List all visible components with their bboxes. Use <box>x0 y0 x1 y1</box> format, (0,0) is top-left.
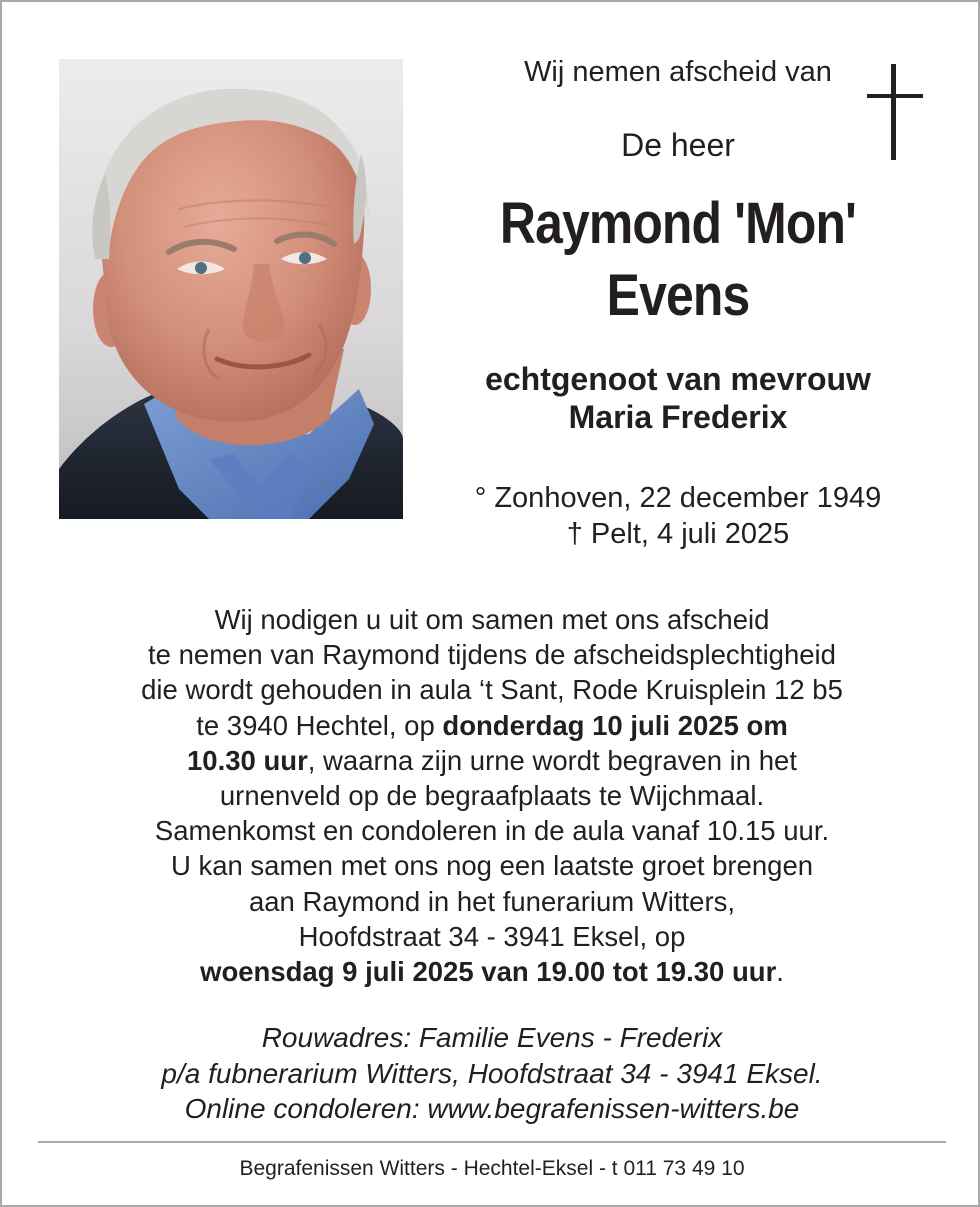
body-line: Samenkomst en condoleren in de aula vanaf 10.15 uur. <box>154 815 830 847</box>
body-line-part: , waarna zijn urne wordt begraven in het <box>307 744 797 776</box>
body-line: U kan samen met ons nog een laatste groet brengen <box>170 850 814 882</box>
body-line-part: . <box>776 956 784 988</box>
address-line: p/a fubnerarium Witters, Hoofdstraat 34 - 3941 Eksel. <box>161 1057 823 1089</box>
body-line: Hoofdstraat 34 - 3941 Eksel, op <box>298 920 686 952</box>
body-line: aan Raymond in het funerarium Witters, <box>248 885 736 917</box>
deceased-name-line1: Raymond 'Mon' <box>499 191 857 256</box>
spouse-line2: Maria Frederix <box>568 399 788 435</box>
body-line: urnenveld op de begraafplaats te Wijchmaal. <box>219 780 765 812</box>
visitation-time-bold: woensdag 9 juli 2025 van 19.00 tot 19.30 uur <box>200 956 777 988</box>
spouse-line1: echtgenoot van mevrouw <box>485 361 871 397</box>
death-date: † Pelt, 4 juli 2025 <box>566 518 790 550</box>
birth-date: ° Zonhoven, 22 december 1949 <box>474 482 882 514</box>
divider <box>38 1141 946 1143</box>
condolence-link[interactable]: Online condoleren: www.begrafenissen-witters.be <box>184 1093 800 1124</box>
ceremony-details <box>62 602 922 989</box>
body-line <box>62 954 922 989</box>
ceremony-date-bold: donderdag 10 juli 2025 om <box>442 709 788 741</box>
portrait-photo <box>59 59 403 519</box>
body-line: te nemen van Raymond tijdens de afscheidsplechtigheid <box>148 639 836 671</box>
ceremony-time-bold: 10.30 uur <box>187 744 308 776</box>
mourning-address <box>62 1020 922 1127</box>
life-dates <box>434 480 922 552</box>
address-line: Rouwadres: Familie Evens - Frederix <box>261 1022 723 1053</box>
honorific: De heer <box>621 127 735 163</box>
intro-text: Wij nemen afscheid van <box>524 56 832 88</box>
body-line-part: te 3940 Hechtel, op <box>196 709 443 741</box>
portrait-illustration <box>59 59 403 519</box>
notice-heading <box>434 54 922 552</box>
spouse-info <box>434 360 922 436</box>
footer-text: Begrafenissen Witters - Hechtel-Eksel - t 011 73 49 10 <box>239 1157 745 1180</box>
body-line: die wordt gehouden in aula ‘t Sant, Rode Kruisplein 12 b5 <box>141 674 843 706</box>
body-line <box>62 708 922 743</box>
body-line <box>62 743 922 778</box>
body-line: Wij nodigen u uit om samen met ons afscheid <box>214 604 770 635</box>
deceased-name <box>468 188 888 332</box>
deceased-name-line2: Evens <box>606 263 750 328</box>
